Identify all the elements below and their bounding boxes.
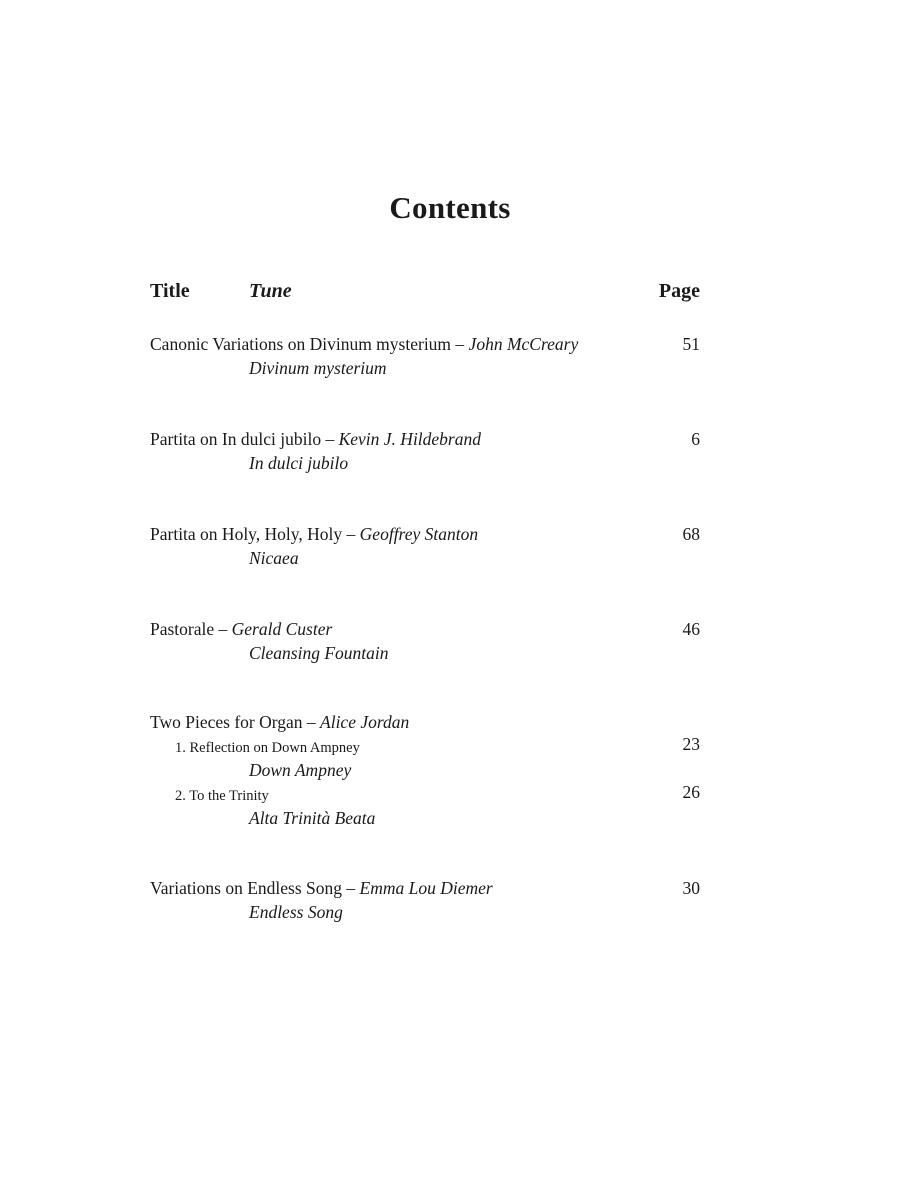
entry-page-number: 46 — [682, 619, 700, 639]
entry-page-number: 6 — [691, 429, 700, 449]
entry-title-text: Variations on Endless Song — [150, 878, 343, 898]
entry-title — [150, 617, 332, 641]
entry-title-line — [150, 876, 700, 900]
subentry-title: 2. To the Trinity — [175, 788, 269, 804]
header-page-label: Page — [658, 280, 700, 302]
entry-tune: Divinum mysterium — [249, 358, 387, 378]
contents-entry — [150, 427, 700, 475]
entry-title — [150, 522, 478, 546]
entry-tune-line — [150, 356, 700, 380]
contents-entry — [150, 522, 700, 570]
entry-composer: Kevin J. Hildebrand — [338, 429, 481, 449]
subentry-page-number: 23 — [682, 734, 700, 754]
entry-title-line — [150, 332, 700, 356]
entry-dash: – — [214, 619, 232, 639]
entry-dash: – — [342, 524, 360, 544]
subentry-tune: Down Ampney — [249, 760, 352, 780]
entry-composer: Geoffrey Stanton — [359, 524, 479, 544]
subentry-title-line — [150, 782, 700, 806]
header-title-label: Title — [150, 280, 190, 302]
entry-title-line — [150, 710, 700, 734]
entry-title-text: Canonic Variations on Divinum mysterium — [150, 334, 452, 354]
entry-composer: John McCreary — [468, 334, 579, 354]
entry-title — [150, 332, 578, 356]
entry-title-text: Partita on Holy, Holy, Holy — [150, 524, 343, 544]
entry-tune: Cleansing Fountain — [249, 643, 389, 663]
header-tune-label: Tune — [249, 280, 292, 302]
entry-page-number: 68 — [682, 524, 700, 544]
subentry-tune-line — [150, 758, 700, 782]
entry-composer: Alice Jordan — [320, 712, 410, 732]
entry-tune-line — [150, 900, 700, 924]
entry-tune-line — [150, 546, 700, 570]
entry-title — [150, 710, 409, 734]
subentry-page-number: 26 — [682, 782, 700, 802]
subentry-tune-line — [150, 806, 700, 830]
entry-title-line — [150, 427, 700, 451]
contents-entry — [150, 332, 700, 380]
entry-title-line — [150, 617, 700, 641]
subentry-title-line — [150, 734, 700, 758]
entry-tune: Endless Song — [249, 902, 343, 922]
entry-tune-line — [150, 641, 700, 665]
contents-entry — [150, 617, 700, 665]
entry-title-text: Two Pieces for Organ — [150, 712, 303, 732]
contents-entry — [150, 876, 700, 924]
entry-tune: Nicaea — [249, 548, 299, 568]
page-title: Contents — [389, 190, 511, 225]
contents-header — [150, 280, 700, 310]
entry-dash: – — [302, 712, 321, 732]
entry-dash: – — [451, 334, 469, 354]
contents-entry — [150, 710, 700, 830]
subentry-title: 1. Reflection on Down Ampney — [175, 740, 360, 756]
entry-composer: Emma Lou Diemer — [359, 878, 493, 898]
entry-title-line — [150, 522, 700, 546]
entry-page-number: 30 — [682, 878, 700, 898]
subentry-tune: Alta Trinità Beata — [249, 808, 376, 828]
entry-title — [150, 876, 493, 900]
entry-tune: In dulci jubilo — [249, 453, 349, 473]
entry-dash: – — [342, 878, 360, 898]
entry-page-number: 51 — [682, 334, 700, 354]
entry-title-text: Partita on In dulci jubilo — [150, 429, 322, 449]
entry-title-text: Pastorale — [150, 619, 215, 639]
entry-tune-line — [150, 451, 700, 475]
entry-composer: Gerald Custer — [231, 619, 333, 639]
entry-title — [150, 427, 481, 451]
entry-dash: – — [321, 429, 339, 449]
